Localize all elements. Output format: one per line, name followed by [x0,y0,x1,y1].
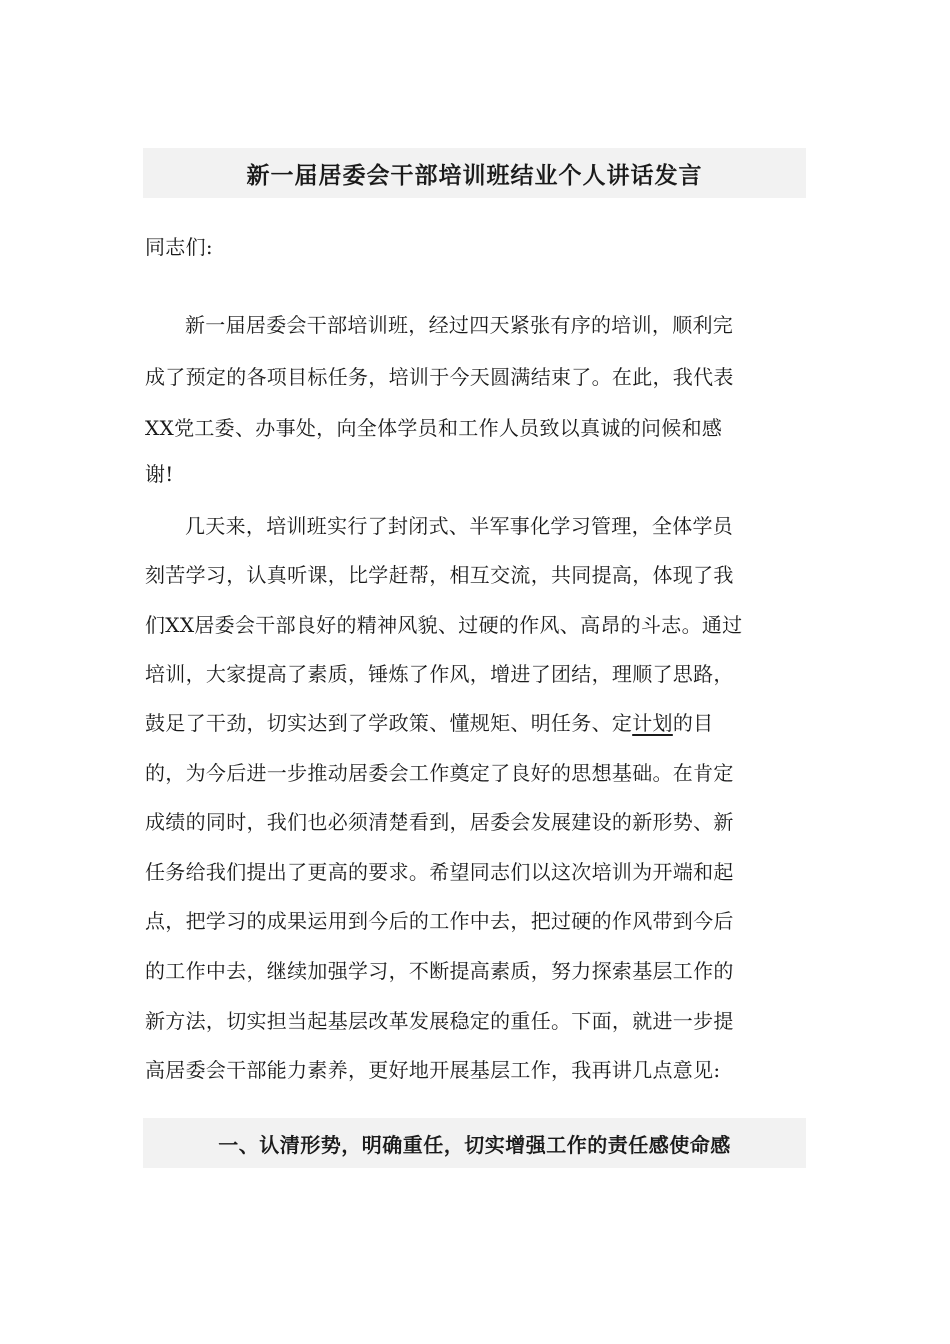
line-text: 的目 [672,711,714,735]
paragraph-line: 点，把学习的成果运用到今后的工作中去，把过硬的作风带到今后 [145,909,734,933]
paragraph-line: 成绩的同时，我们也必须清楚看到，居委会发展建设的新形势、新 [145,810,734,834]
paragraph-line: 新一届居委会干部培训班，经过四天紧张有序的培训，顺利完 [185,313,734,337]
section-heading: 一、认清形势，明确重任，切实增强工作的责任感使命感 [218,1132,731,1157]
paragraph-line [145,711,713,735]
paragraph-line: 几天来，培训班实行了封闭式、半军事化学习管理，全体学员 [185,514,734,538]
document-title: 新一届居委会干部培训班结业个人讲话发言 [246,161,703,189]
paragraph-line: 的工作中去，继续加强学习，不断提高素质，努力探索基层工作的 [145,959,734,983]
paragraph-line: XX党工委、办事处，向全体学员和工作人员致以真诚的问候和感 [145,416,723,440]
paragraph-line: 高居委会干部能力素养，更好地开展基层工作，我再讲几点意见: [145,1058,721,1082]
paragraph-line: 新方法，切实担当起基层改革发展稳定的重任。下面，就进一步提 [145,1009,734,1033]
paragraph-line: 任务给我们提出了更高的要求。希望同志们以这次培训为开端和起 [145,860,734,884]
paragraph-line: 刻苦学习，认真听课，比学赶帮，相互交流，共同提高，体现了我 [145,563,734,587]
title-band [143,148,806,198]
plan-link[interactable]: 计划 [632,711,673,735]
line-text: 鼓足了干劲，切实达到了学政策、懂规矩、明任务、定 [145,711,633,735]
paragraph-line: 的，为今后进一步推动居委会工作奠定了良好的思想基础。在肯定 [145,761,734,785]
paragraph-line: 谢! [145,462,174,486]
paragraph-line: 成了预定的各项目标任务，培训于今天圆满结束了。在此，我代表 [145,365,734,389]
salutation: 同志们: [145,235,213,259]
paragraph-line: 培训，大家提高了素质，锤炼了作风，增进了团结，理顺了思路， [145,662,734,686]
section-heading-band [143,1118,806,1168]
paragraph-line: 们XX居委会干部良好的精神风貌、过硬的作风、高昂的斗志。通过 [145,613,743,637]
